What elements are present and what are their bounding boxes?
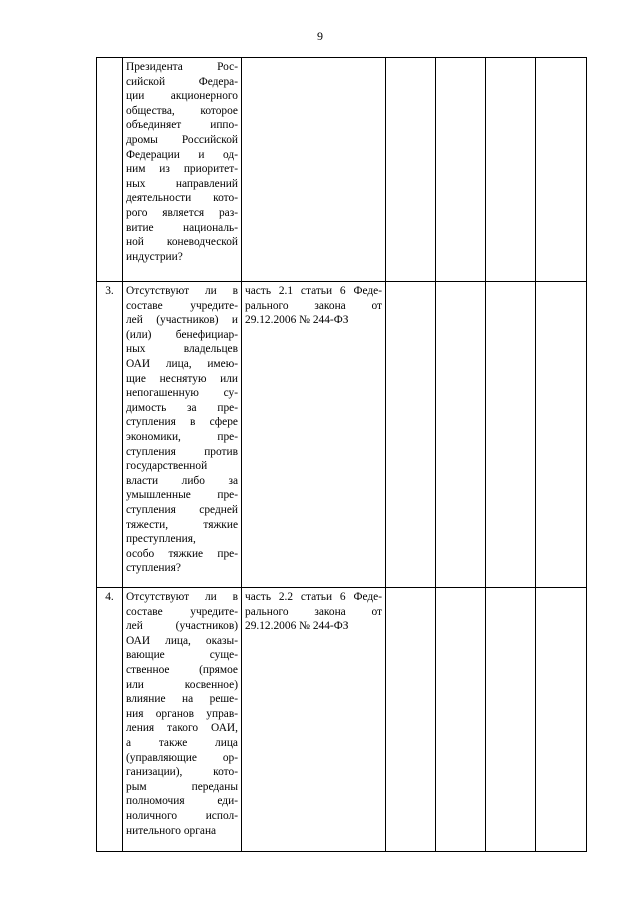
answer-cell-not-applicable[interactable] [486, 58, 536, 282]
legal-reference-cell [242, 588, 386, 852]
answer-cell-yes[interactable] [386, 588, 436, 852]
cell-text-line: экономики, пре- [126, 430, 238, 443]
cell-text-line: ОАИ лица, имею- [126, 357, 238, 370]
cell-text-line: лей (участников) [126, 620, 238, 633]
table-row [97, 282, 587, 588]
legal-reference-cell [242, 282, 386, 588]
row-number: 4. [97, 588, 123, 852]
answer-cell-yes[interactable] [386, 58, 436, 282]
cell-text-line: ступления в сфере [126, 416, 238, 429]
question-cell [123, 588, 242, 852]
cell-text-line: составе учредите- [126, 605, 238, 618]
table-row [97, 58, 587, 282]
row-number [97, 58, 123, 282]
answer-cell-no[interactable] [436, 588, 486, 852]
row-number: 3. [97, 282, 123, 588]
notes-cell[interactable] [536, 588, 587, 852]
cell-text-line: ственное (прямое [126, 663, 238, 676]
cell-text-line: ступления средней [126, 503, 238, 516]
cell-text-line: ных направлений [126, 177, 238, 190]
cell-text-line: ним из приоритет- [126, 163, 238, 176]
cell-text-line: лей (участников) и [126, 314, 238, 327]
checklist-table [96, 57, 587, 852]
cell-text-line: ных владельцев [126, 343, 238, 356]
cell-text-line: рального закона от [245, 605, 382, 618]
cell-text-line: деятельности кото- [126, 192, 238, 205]
answer-cell-no[interactable] [436, 58, 486, 282]
cell-text-line: государственной [126, 460, 208, 473]
cell-text-line: ления такого ОАИ, [126, 722, 238, 735]
cell-text-line: дромы Российской [126, 133, 238, 146]
question-cell [123, 58, 242, 282]
table-row [97, 588, 587, 852]
cell-text-line: ступления? [126, 562, 181, 575]
cell-text-line: часть 2.2 статьи 6 Феде- [245, 591, 382, 603]
page-number: 9 [317, 29, 323, 43]
cell-text-line: рального закона от [245, 299, 382, 312]
cell-text-line: рого является раз- [126, 206, 238, 219]
notes-cell[interactable] [536, 58, 587, 282]
notes-cell[interactable] [536, 282, 587, 588]
cell-text-line: (управляющие ор- [126, 751, 238, 764]
cell-text-line: ции акционерного [126, 90, 238, 103]
cell-text-line: полномочия еди- [126, 795, 238, 808]
cell-text-line: щие неснятую или [126, 372, 238, 385]
cell-text-line: ния органов управ- [126, 707, 238, 720]
cell-text-line: димость за пре- [126, 401, 238, 414]
cell-text-line: ОАИ лица, оказы- [126, 634, 238, 647]
cell-text-line: ной коневодческой [126, 236, 238, 249]
cell-text-line: (или) бенефициар- [126, 328, 238, 341]
question-cell [123, 282, 242, 588]
cell-text-line: а также лица [126, 736, 238, 749]
cell-text-line: общества, которое [126, 104, 238, 117]
cell-text-line: Отсутствуют ли в [126, 591, 238, 603]
cell-text-line: сийской Федера- [126, 75, 238, 88]
cell-text-line: ступления против [126, 445, 238, 458]
cell-text-line: вающие суще- [126, 649, 238, 662]
answer-cell-yes[interactable] [386, 282, 436, 588]
cell-text-line: часть 2.1 статьи 6 Феде- [245, 285, 382, 297]
cell-text-line: Отсутствуют ли в [126, 285, 238, 297]
cell-text-line: ноличного испол- [126, 809, 238, 822]
cell-text-line: тяжести, тяжкие [126, 518, 238, 531]
cell-text-line: составе учредите- [126, 299, 238, 312]
answer-cell-no[interactable] [436, 282, 486, 588]
cell-text-line: рым переданы [126, 780, 238, 793]
cell-text-line: влияние на реше- [126, 693, 238, 706]
legal-reference-cell [242, 58, 386, 282]
cell-text-line: особо тяжкие пре- [126, 547, 238, 560]
answer-cell-not-applicable[interactable] [486, 588, 536, 852]
cell-text-line: 29.12.2006 № 244-ФЗ [245, 620, 349, 633]
cell-text-line: преступления, [126, 533, 196, 546]
cell-text-line: объединяет иппо- [126, 119, 238, 132]
cell-text-line: 29.12.2006 № 244-ФЗ [245, 314, 349, 327]
cell-text-line: нительного органа [126, 824, 217, 837]
cell-text-line: непогашенную су- [126, 387, 238, 400]
cell-text-line: Федерации и од- [126, 148, 238, 161]
cell-text-line: Президента Рос- [126, 61, 238, 73]
cell-text-line: витие националь- [126, 221, 238, 234]
cell-text-line: умышленные пре- [126, 489, 238, 502]
cell-text-line: ганизации), кото- [126, 766, 238, 779]
cell-text-line: или косвенное) [126, 678, 238, 691]
cell-text-line: власти либо за [126, 474, 238, 487]
answer-cell-not-applicable[interactable] [486, 282, 536, 588]
cell-text-line: индустрии? [126, 250, 183, 263]
